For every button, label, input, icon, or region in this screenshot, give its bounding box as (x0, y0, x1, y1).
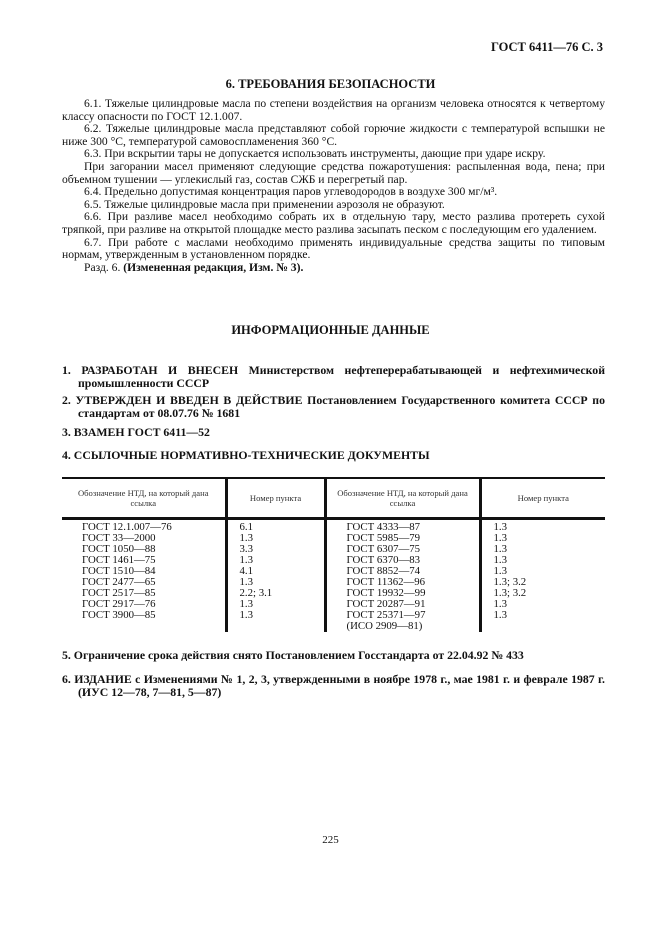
info-title: ИНФОРМАЦИОННЫЕ ДАННЫЕ (231, 323, 430, 337)
ntd-cell: ГОСТ 1510—84 (82, 565, 156, 577)
table-row (62, 610, 605, 621)
clause-cell: 1.3 (480, 519, 605, 534)
ntd-cell: ГОСТ 1050—88 (82, 543, 156, 555)
info-item-6: 6. ИЗДАНИЕ с Изменениями № 1, 2, 3, утвержденными в ноябре 1978 г., мае 1981 г. и феврале 1987 г. (ИУС 12—78, 7—81, 5—87) (62, 672, 605, 699)
header-clause: Номер пункта (480, 478, 605, 519)
clause-cell: 1.3 (480, 555, 605, 566)
revision-note (62, 262, 605, 275)
paragraph: 6.6. При разливе масел необходимо собрать их в отдельную тару, место разлива протереть сухой тряпкой, при разливе на открытой площадке место разлива засыпать песком с последующим его удалением. (62, 210, 605, 236)
header-ntd: Обозначение НТД, на который дана ссылка (62, 478, 226, 519)
clause-cell: 1.3 (226, 599, 325, 610)
clause-cell: 6.1 (226, 519, 325, 534)
ntd-cell: ГОСТ 2477—65 (82, 576, 156, 588)
revision-prefix: Разд. 6. (84, 260, 121, 274)
clause-cell: 3.3 (226, 544, 325, 555)
clause-cell: 2.2; 3.1 (226, 588, 325, 599)
header-clause: Номер пункта (226, 478, 325, 519)
info-item-2: 2. УТВЕРЖДЕН И ВВЕДЕН В ДЕЙСТВИЕ Постановлением Государственного комитета СССР по стандартам от 08.07.76 № 1681 (62, 393, 605, 420)
ntd-cell: ГОСТ 4333—87 (325, 519, 480, 534)
clause-cell: 1.3 (226, 610, 325, 621)
ntd-cell: (ИСО 2909—81) (325, 621, 480, 632)
paragraph: 6.3. При вскрытии тары не допускается использовать инструменты, дающие при ударе искру. (84, 147, 546, 161)
paragraph: 6.7. При работе с маслами необходимо применять индивидуальные средства защиты по типовым нормам, утвержденным в установленном порядке. (62, 235, 605, 262)
clause-cell: 1.3 (226, 577, 325, 588)
info-item-1: 1. РАЗРАБОТАН И ВНЕСЕН Министерством нефтеперерабатывающей и нефтехимической промышленности СССР (62, 363, 605, 390)
header-ntd: Обозначение НТД, на который дана ссылка (325, 478, 480, 519)
paragraph: 6.5. Тяжелые цилиндровые масла при применении аэрозоля не образуют. (84, 197, 445, 211)
references-table (62, 477, 605, 632)
paragraph: 6.4. Предельно допустимая концентрация паров углеводородов в воздухе 300 мг/м³. (84, 185, 498, 199)
clause-cell: 1.3 (226, 533, 325, 544)
table-row (62, 621, 605, 632)
ntd-cell: ГОСТ 2517—85 (82, 587, 156, 599)
section-title: 6. ТРЕБОВАНИЯ БЕЗОПАСНОСТИ (225, 77, 436, 91)
ntd-cell: ГОСТ 3900—85 (82, 609, 156, 621)
clause-cell: 1.3; 3.2 (480, 588, 605, 599)
ntd-cell: ГОСТ 11362—96 (325, 577, 480, 588)
clause-cell: 4.1 (226, 566, 325, 577)
ntd-cell (62, 621, 226, 632)
section-body (62, 98, 605, 274)
ntd-cell: ГОСТ 5985—79 (325, 533, 480, 544)
ntd-cell: ГОСТ 6307—75 (325, 544, 480, 555)
clause-cell: 1.3; 3.2 (480, 577, 605, 588)
clause-cell (480, 621, 605, 632)
ntd-cell: ГОСТ 33—2000 (82, 532, 156, 544)
clause-cell: 1.3 (480, 599, 605, 610)
paragraph: 6.2. Тяжелые цилиндровые масла представляют собой горючие жидкости с температурой вспышки не ниже 300 °С, температурой самовоспламенения 360 °С. (62, 122, 605, 148)
info-item-3: 3. ВЗАМЕН ГОСТ 6411—52 (62, 425, 210, 439)
clause-cell: 1.3 (480, 566, 605, 577)
clause-cell: 1.3 (226, 555, 325, 566)
clause-cell (226, 621, 325, 632)
info-item-4: 4. ССЫЛОЧНЫЕ НОРМАТИВНО-ТЕХНИЧЕСКИЕ ДОКУМЕНТЫ (62, 448, 430, 462)
ntd-cell: ГОСТ 12.1.007—76 (82, 521, 172, 533)
running-header: ГОСТ 6411—76 С. 3 (491, 40, 603, 54)
paragraph: При загорании масел применяют следующие средства пожаротушения: распыленная вода, пена; при объемном тушении — углекислый газ, состав СЖБ и перегретый пар. (62, 159, 605, 186)
page-number: 225 (322, 834, 339, 846)
ntd-cell: ГОСТ 19932—99 (325, 588, 480, 599)
clause-cell: 1.3 (480, 610, 605, 621)
clause-cell: 1.3 (480, 544, 605, 555)
ntd-cell: ГОСТ 25371—97 (325, 610, 480, 621)
table-row (62, 519, 605, 534)
revision-text: (Измененная редакция, Изм. № 3). (123, 260, 304, 274)
ntd-cell: ГОСТ 20287—91 (325, 599, 480, 610)
clause-cell: 1.3 (480, 533, 605, 544)
ntd-cell: ГОСТ 1461—75 (82, 554, 156, 566)
info-item-5: 5. Ограничение срока действия снято Постановлением Госстандарта от 22.04.92 № 433 (62, 648, 524, 662)
ntd-cell: ГОСТ 6370—83 (325, 555, 480, 566)
ntd-cell: ГОСТ 2917—76 (82, 598, 156, 610)
paragraph: 6.1. Тяжелые цилиндровые масла по степени воздействия на организм человека относятся к четвертому классу опасности по ГОСТ 12.1.007. (62, 97, 605, 123)
ntd-cell: ГОСТ 8852—74 (325, 566, 480, 577)
